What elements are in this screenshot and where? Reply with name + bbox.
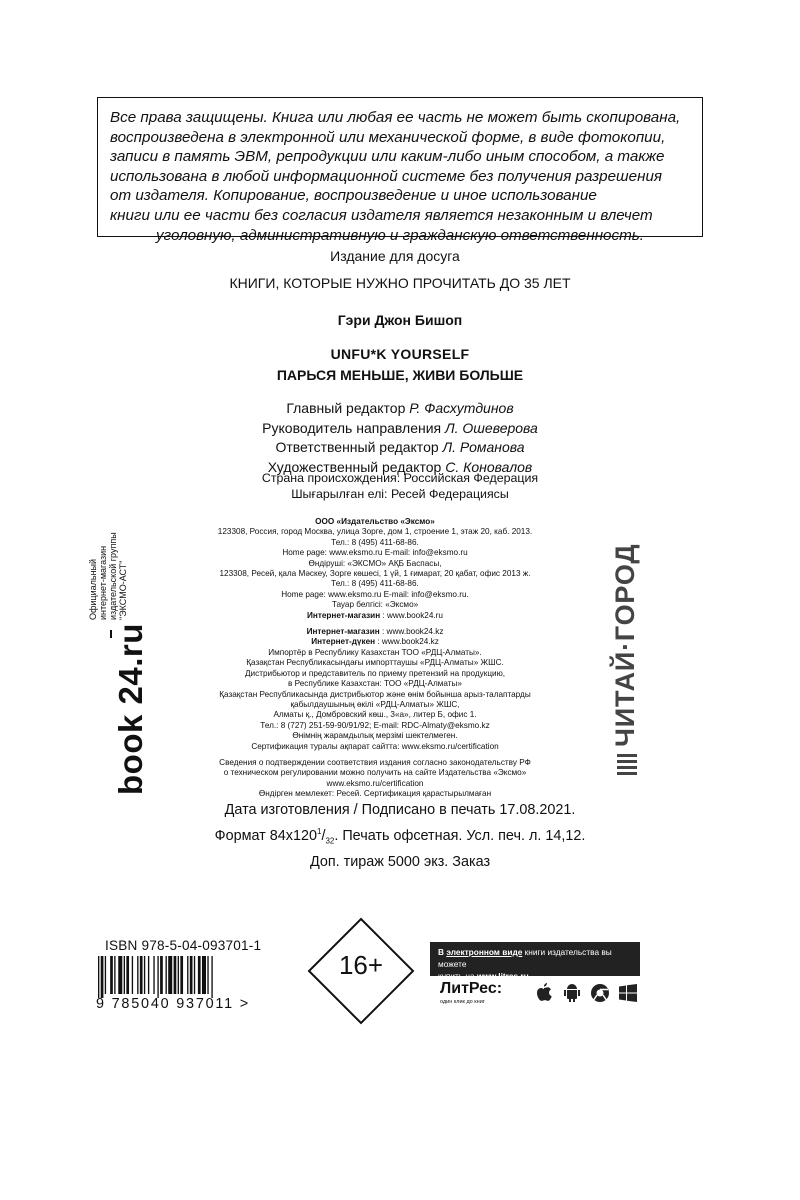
imprint-line: Сведения о подтверждении соответствия издания согласно законодательству РФ [219, 757, 531, 767]
litres-site: www.litres.ru [476, 971, 529, 981]
age-rating-text: 16+ [338, 950, 384, 980]
copyright-line: записи в память ЭВМ, репродукции или каким-либо иным способом, а также [110, 148, 665, 166]
shop-value: : www.book24.kz [379, 627, 444, 637]
imprint-line [195, 627, 555, 637]
isbn-number: ISBN 978-5-04-093701-1 [105, 938, 262, 953]
imprint-line: Home page: www.eksmo.ru E-mail: info@eksmo.ru. [281, 589, 469, 599]
chitai-gorod-text: ЧИТАЙ·ГОРОД [610, 543, 640, 747]
apple-icon [534, 982, 554, 1004]
book-subtitle: ПАРЬСЯ МЕНЬШЕ, ЖИВИ БОЛЬШЕ [276, 367, 524, 383]
copyright-line: от издателя. Копирование, воспроизведение и иное использование [110, 187, 597, 205]
series-title: КНИГИ, КОТОРЫЕ НУЖНО ПРОЧИТАТЬ ДО 35 ЛЕТ [229, 275, 571, 291]
windows-icon [618, 982, 638, 1004]
imprint-line: Алматы қ., Домбровский көш., 3«а», литер Б, офис 1. [273, 710, 477, 720]
imprint-line: о техническом регулировании можно получить на сайте Издательства «Эксмо» [223, 768, 527, 778]
format-sup: 1 [316, 827, 322, 836]
imprint-line: 123308, Россия, город Москва, улица Зорге, дом 1, строение 1, этаж 20, каб. 2013. [217, 527, 533, 537]
editor-name: С. Коновалов [445, 458, 533, 475]
imprint-line: www.eksmo.ru/certification [326, 778, 424, 788]
country-line: Страна происхождения: Российская Федерация [261, 471, 539, 485]
platform-icons [534, 982, 638, 1004]
country-line: Шығарылған елі: Ресей Федерациясы [291, 487, 509, 501]
editor-role: Главный редактор [286, 400, 406, 416]
shop-value: : www.book24.kz [375, 637, 439, 647]
imprint-line [195, 637, 555, 647]
android-icon [562, 982, 582, 1004]
imprint-line: Home page: www.eksmo.ru E-mail: info@eksmo.ru [282, 548, 468, 558]
format-sub: 32 [325, 836, 335, 846]
litres-mid: книги издательства вы можете [438, 947, 612, 969]
copyright-notice [97, 97, 703, 244]
barcode-digits: 9 785040 937011 > [96, 996, 250, 1012]
publisher-name: ООО «Издательство «Эксмо» [315, 517, 435, 526]
litres-banner [430, 942, 640, 1020]
editor-line [30, 419, 770, 439]
editor-role: Художественный редактор [267, 458, 442, 475]
imprint-line: Қазақстан Республикасында дистрибьютор және өнім бойынша арыз-талаптарды [219, 689, 531, 699]
editor-line [30, 399, 770, 419]
editor-role: Ответственный редактор [275, 439, 439, 455]
chitai-gorod-logo [610, 544, 641, 775]
imprint-line: Импортёр в Республику Казахстан ТОО «РДЦ-Алматы». [268, 647, 482, 657]
print-format: Формат $84x120^1/_{32}$. Печать офсетная. Усл. печ. л. 14,12. [214, 827, 586, 846]
imprint-line: қабылдаушының өкілі «РДЦ-Алматы» ЖШС, [290, 699, 460, 709]
chitai-bars-icon [617, 753, 637, 775]
copyright-line: воспроизведена в электронной или механической форме, в виде фотокопии, [110, 128, 666, 146]
print-details [30, 800, 770, 873]
imprint-line: Қазақстан Республикасындағы импорттаушы «РДЦ-Алматы» ЖШС. [246, 658, 504, 668]
edition-note: Издание для досуга [330, 248, 460, 264]
editor-name: Л. Ошеверова [445, 419, 538, 436]
imprint-line: Сертификация туралы ақпарат сайтта: www.eksmo.ru/certification [251, 741, 499, 751]
imprint-line: в Республике Казахстан: ТОО «РДЦ-Алматы» [288, 679, 462, 689]
copyright-line: уголовную, административную и гражданскую ответственность. [156, 226, 644, 244]
print-run: Доп. тираж 5000 экз. Заказ [309, 853, 491, 870]
imprint-line: Өндіруші: «ЭКСМО» АҚБ Баспасы, [308, 558, 442, 568]
imprint-line: Өндірген мемлекет: Ресей. Сертификация қарастырылмаған [258, 789, 492, 799]
book-title: UNFU*K YOURSELF [330, 346, 470, 362]
shop-label: Интернет-магазин [306, 627, 380, 637]
print-date: Дата изготовления / Подписано в печать 17.08.2021. [224, 802, 576, 818]
format-prefix: Формат 84x120 [214, 827, 317, 844]
imprint-line: 123308, Ресей, қала Мәскеу, Зорге көшесі, 1 үй, 1 ғимарат, 20 қабат, офис 2013 ж. [219, 569, 531, 579]
barcode-icon [96, 956, 276, 998]
book24-label-line: интернет-магазин [98, 545, 108, 620]
litres-tagline: один клик до книг [440, 999, 485, 1005]
publisher-imprint [195, 517, 555, 800]
shop-value: : www.book24.ru [380, 610, 443, 620]
copyright-line: Все права защищены. Книга или любая ее часть не может быть скопирована, [110, 109, 681, 126]
imprint-line [195, 611, 555, 621]
editors-list [30, 399, 770, 477]
editor-name: Л. Романова [442, 439, 525, 455]
litres-link: электронном виде [446, 947, 523, 957]
imprint-line: Тел.: 8 (495) 411-68-86. [331, 579, 419, 589]
book24-logo: book 24.ru [112, 623, 149, 795]
editor-line [30, 438, 770, 458]
editor-name: Р. Фасхутдинов [409, 400, 514, 416]
imprint-line: Дистрибьютор и представитель по приему претензий на продукцию, [245, 668, 505, 678]
litres-line2-prefix: купить на [438, 971, 477, 981]
country-of-origin [30, 470, 770, 502]
litres-logo: ЛитРес: [440, 980, 503, 997]
book24-label-line: Официальный [88, 558, 98, 620]
litres-notice [430, 942, 640, 981]
book24-label-line: издательской группы [108, 532, 118, 620]
imprint-line: Тел.: 8 (727) 251-59-90/91/92; E-mail: RDC-Almaty@eksmo.kz [260, 720, 490, 730]
format-suffix: . Печать офсетная. Усл. печ. л. 14,12. [334, 827, 586, 844]
imprint-line: Тел.: 8 (495) 411-68-86. [331, 537, 419, 547]
copyright-line: использована в любой информационной системе без получения разрешения [110, 167, 663, 185]
shop-label: Интернет-дүкен [311, 637, 376, 647]
imprint-line: Өнімнің жарамдылық мерзімі шектелмеген. [292, 731, 458, 741]
shop-label: Интернет-магазин [307, 610, 381, 620]
book24-official-label [88, 530, 148, 620]
copyright-line: книги или ее части без согласия издателя является незаконным и влечет [110, 206, 653, 224]
book24-label-line: "ЭКСМО-АСТ" [118, 560, 128, 620]
browser-icon [590, 982, 610, 1004]
author-name: Гэри Джон Бишоп [337, 312, 463, 328]
litres-prefix: В [438, 947, 447, 957]
imprint-line: Тауар белгісі: «Эксмо» [331, 600, 419, 610]
editor-role: Руководитель направления [262, 419, 442, 436]
